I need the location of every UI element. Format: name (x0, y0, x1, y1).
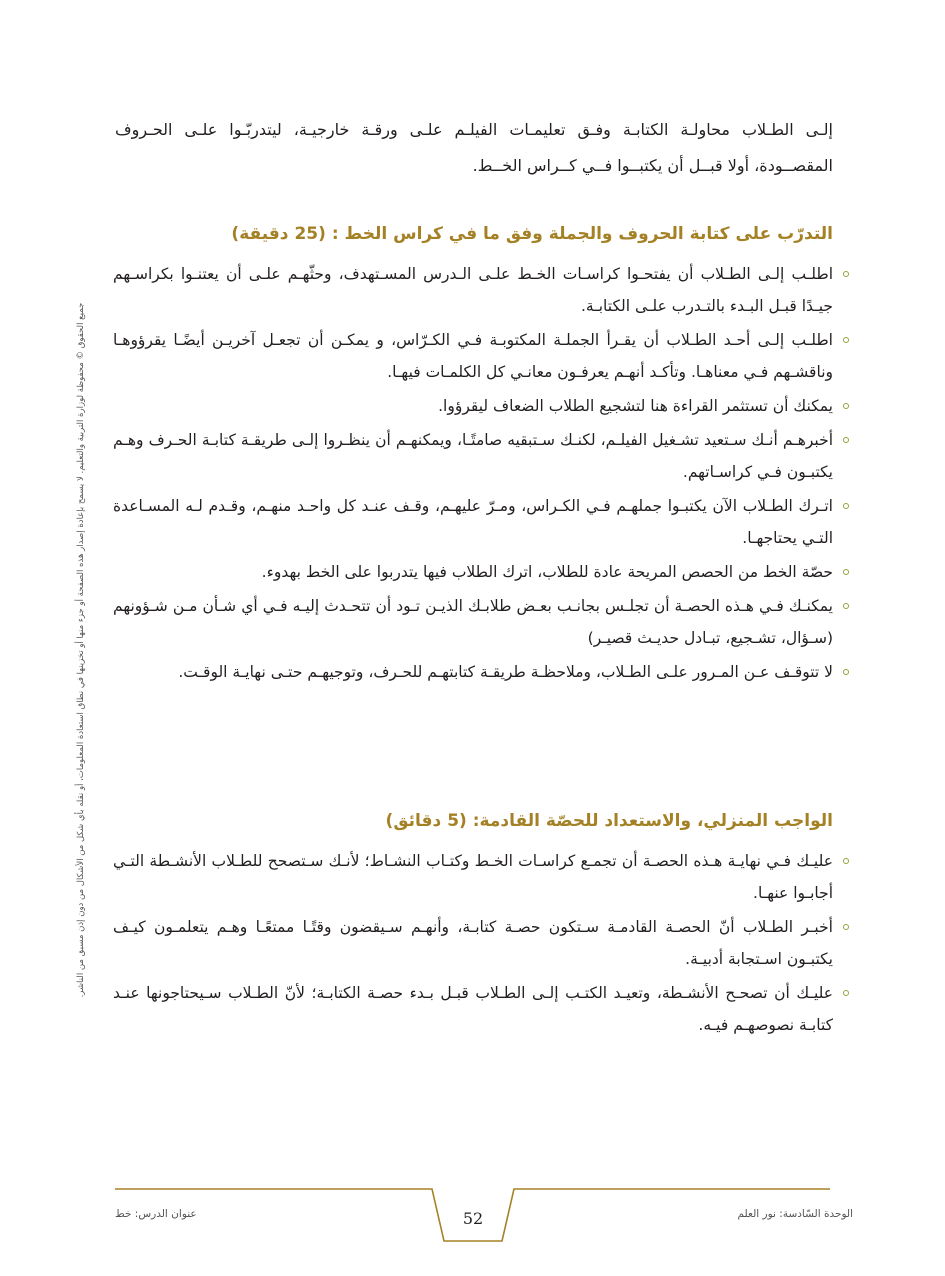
list-item: لا تتوقـف عـن المـرور علـى الطـلاب، وملاحظـة طريقـة كتابتهـم للحـرف، وتوجيهـم حتـى نهايـة الوقـت. (113, 656, 849, 688)
section-1-title: التدرّب على كتابة الحروف والجملة وفق ما في كراس الخط : (25 دقيقة) (231, 224, 833, 244)
section-2-title: الواجب المنزلي، والاستعداد للحصّة القادمة: (5 دقائق) (385, 811, 833, 831)
bullet-circle-icon (843, 437, 849, 443)
footer-unit-title: الوحدة السّادسة: نور العلم (737, 1208, 853, 1220)
copyright-side-note: جميع الحقوق © محفوظة لوزارة التربية والتعليم. لا يسمح بإعادة إصدار هذه الصفحة أو جزء منها أو تخزينها في نطاق استعادة المعلومات، أو نقله بأي شكل من الأشكال من دون إذن مسبق من الناشر. (76, 302, 86, 998)
page-number: 52 (462, 1209, 484, 1228)
list-item: عليـك أن تصحـح الأنشـطة، وتعيـد الكتـب إلـى الطـلاب قبـل بـدء حصـة الكتابـة؛ لأنّ الطـلاب سـيحتاجونها عنـد كتابـة نصوصهـم فيـه. (113, 977, 849, 1041)
bullet-circle-icon (843, 271, 849, 277)
bullet-circle-icon (843, 924, 849, 930)
list-item: حصّة الخط من الحصص المريحة عادة للطلاب، اترك الطلاب فيها يتدربوا على الخط بهدوء. (113, 556, 849, 588)
list-item: عليـك فـي نهايـة هـذه الحصـة أن تجمـع كراسـات الخـط وكتـاب النشـاط؛ لأنـك سـتصحح للطـلاب الأنشـطة التـي أجابـوا عنهـا. (113, 845, 849, 909)
bullet-circle-icon (843, 669, 849, 675)
bullet-circle-icon (843, 990, 849, 996)
list-item: يمكنـك فـي هـذه الحصـة أن تجلـس بجانـب بعـض طلابـك الذيـن تـود أن تتحـدث إليـه فـي أي شـأن مـن شـؤونهم (سـؤال، تشـجيع، تبـادل حديـث قصيـر) (113, 590, 849, 654)
footer-lesson-title: عنوان الدرس: خط (115, 1208, 197, 1220)
list-item: أخبرهـم أنـك سـتعيد تشـغيل الفيلـم، لكنـك سـتبقيه صامتًـا، ويمكنهـم أن ينظـروا إلـى طريقـة كتابـة الحـرف وهـم يكتبـون فـي كراسـاتهم. (113, 424, 849, 488)
bullet-circle-icon (843, 503, 849, 509)
list-item: أخبـر الطـلاب أنّ الحصـة القادمـة سـتكون حصـة كتابـة، وأنهـم سـيقضون وقتًـا ممتعًـا وهـم يتعلمـون كيـف يكتبـون اسـتجابة أدبيـة. (113, 911, 849, 975)
section-2-list (113, 845, 849, 1043)
bullet-circle-icon (843, 403, 849, 409)
list-item: اطلـب إلـى الطـلاب أن يفتحـوا كراسـات الخـط علـى الـدرس المسـتهدف، وحثّهـم علـى أن يعتنـوا بكراسـهم جيـدًا قبـل البـدء بالتـدرب علـى الكتابـة. (113, 258, 849, 322)
bullet-circle-icon (843, 569, 849, 575)
list-item: اتـرك الطـلاب الآن يكتبـوا جملهـم فـي الكـراس، ومـرّ عليهـم، وقـف عنـد كل واحـد منهـم، وقـدم لـه المسـاعدة التـي يحتاجهـا. (113, 490, 849, 554)
list-item: يمكنك أن تستثمر القراءة هنا لتشجيع الطلاب الضعاف ليقرؤوا. (113, 390, 849, 422)
bullet-circle-icon (843, 603, 849, 609)
list-item: اطلـب إلـى أحـد الطـلاب أن يقـرأ الجملـة المكتوبـة فـي الكـرّاس، و يمكـن أن تجعـل آخريـن أيضًـا يقرؤوهـا وناقشـهم فـي معناهـا. وتأكـد أنهـم يعرفـون معانـي كل الكلمـات فيهـا. (113, 324, 849, 388)
bullet-circle-icon (843, 337, 849, 343)
bullet-circle-icon (843, 858, 849, 864)
section-1-list (113, 258, 849, 690)
intro-paragraph: إلـى الطـلاب محاولـة الكتابـة وفـق تعليمـات الفيلـم علـى ورقـة خارجيـة، ليتدربّـوا علـى الحـروف المقصــودة، أولا قبــل أن يكتبــوا فــي كــراس الخــط. (115, 120, 833, 175)
